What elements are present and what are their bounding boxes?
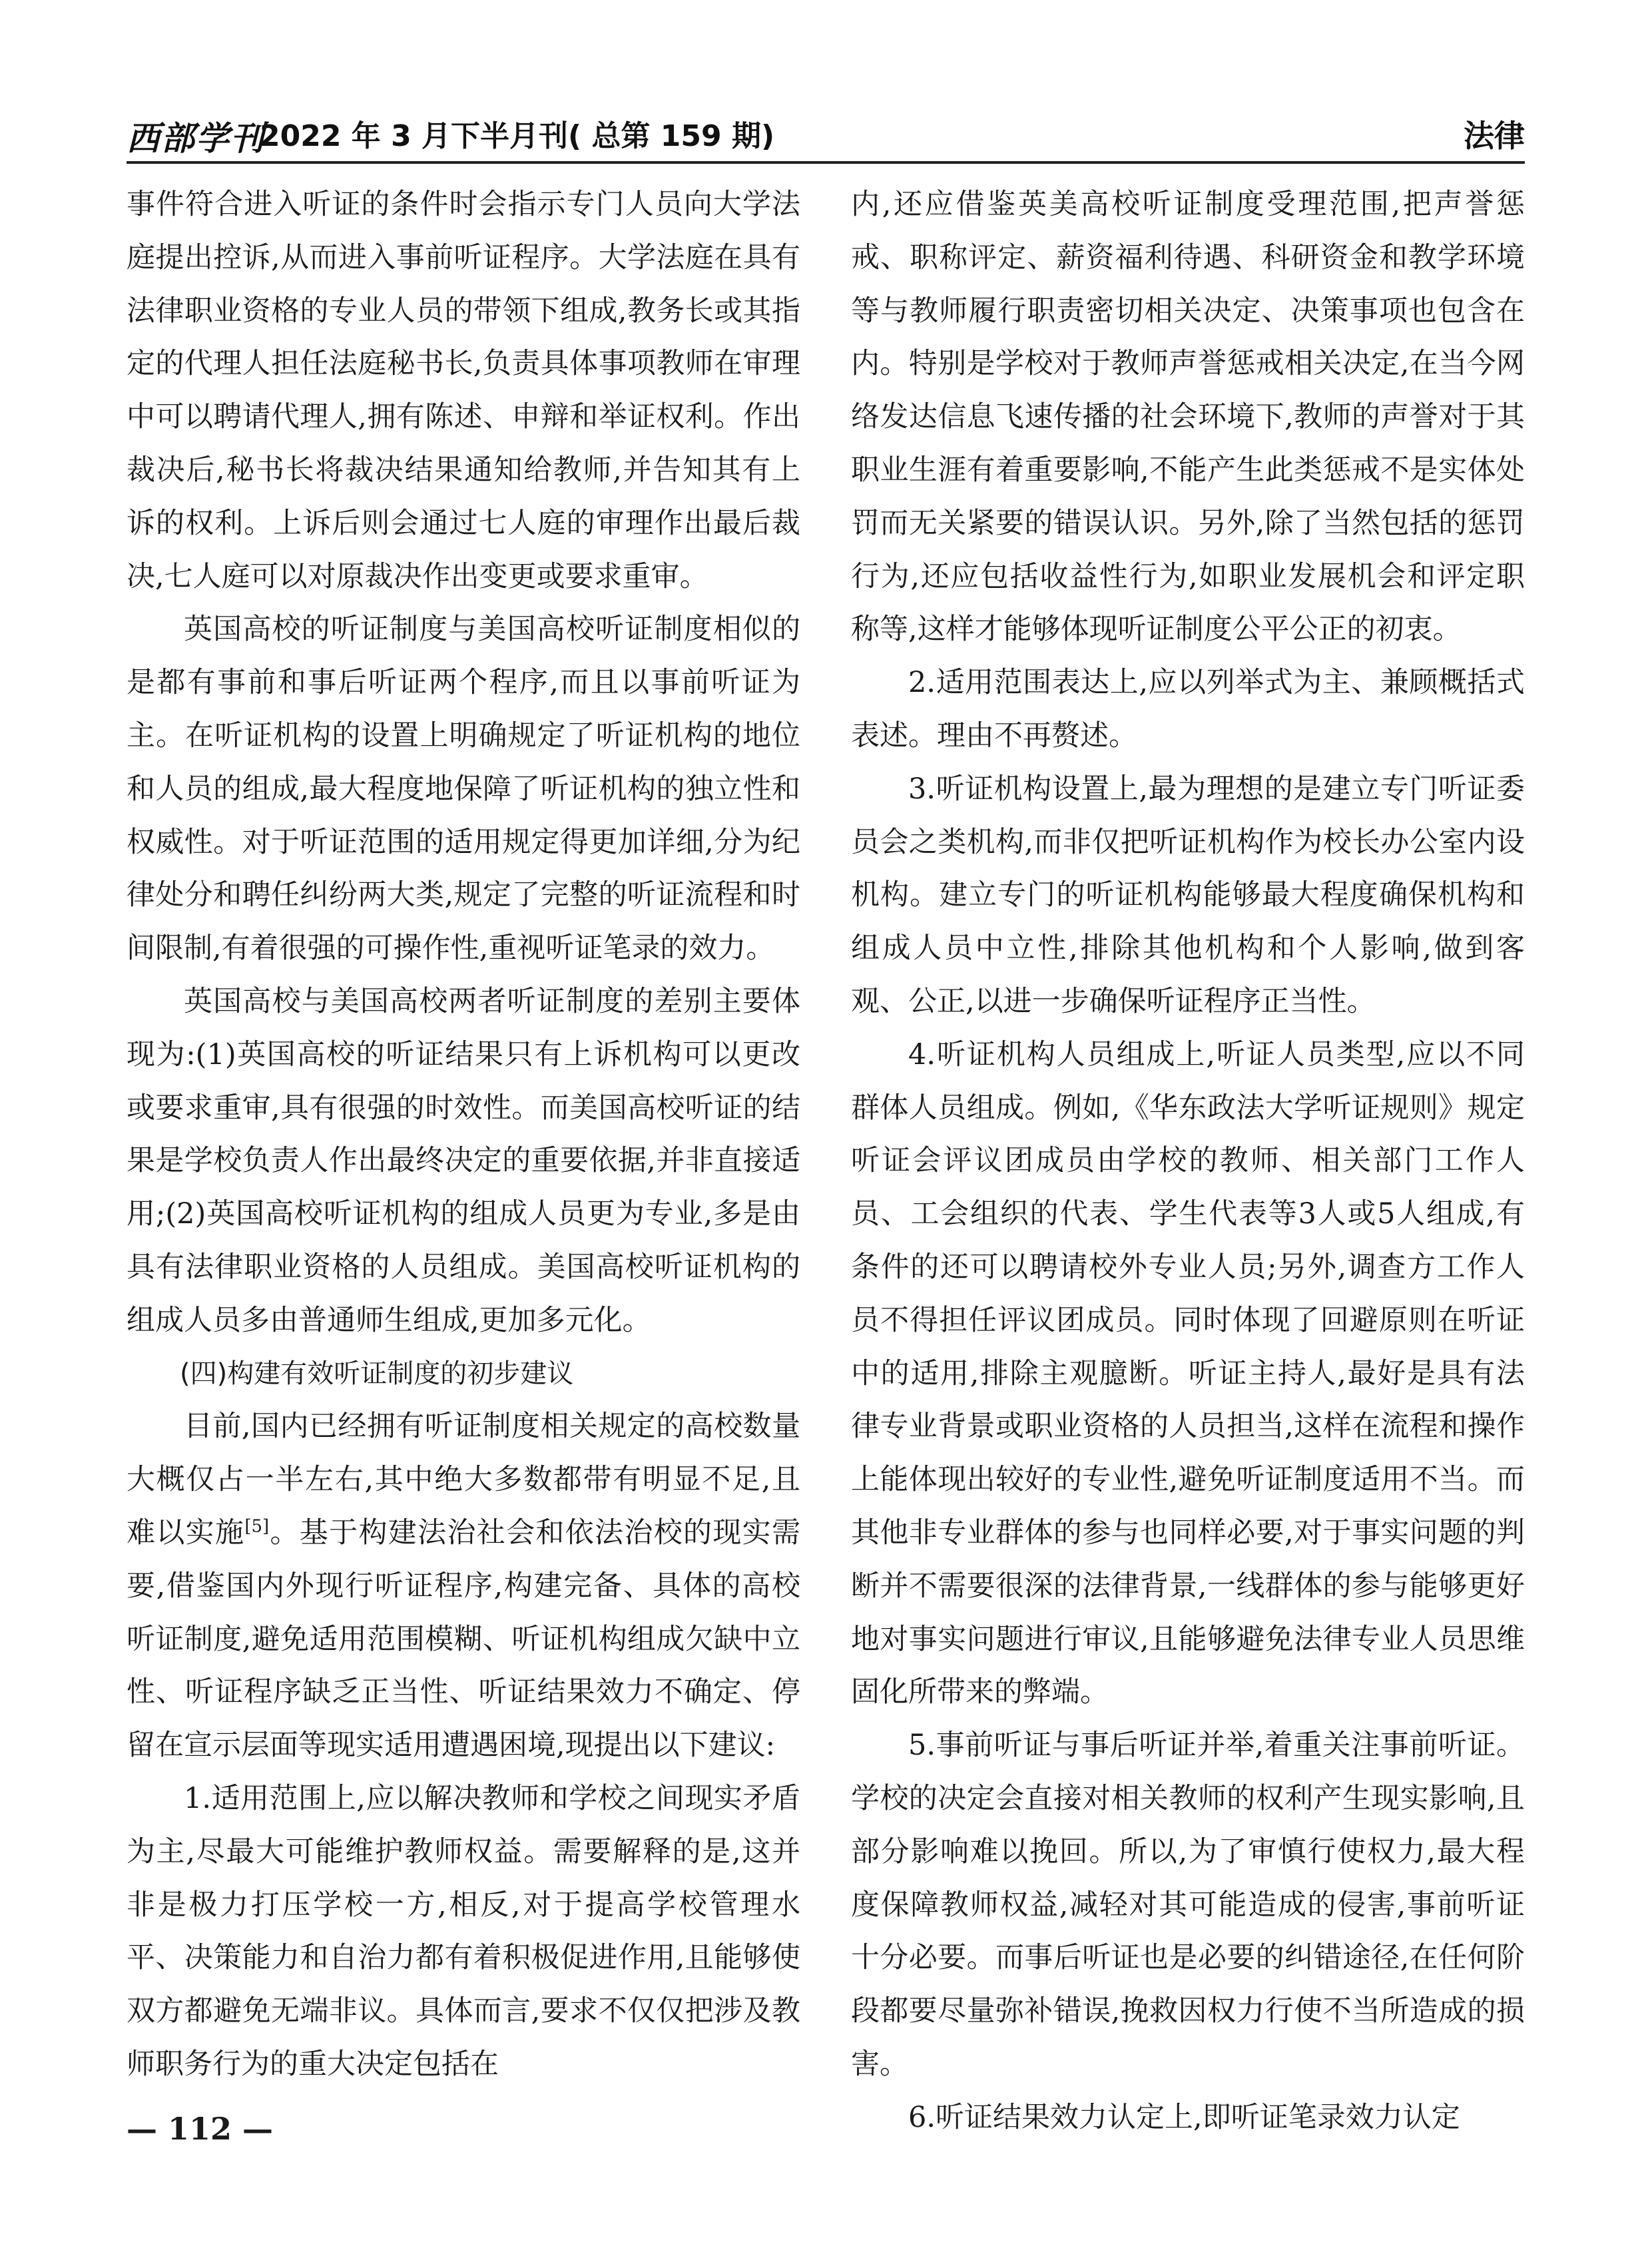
- journal-logo: 西部学刊: [127, 119, 265, 158]
- paragraph: 内,还应借鉴英美高校听证制度受理范围,把声誉惩戒、职称评定、薪资福利待遇、科研资金和教学环境等与教师履行职责密切相关决定、决策事项也包含在内。特别是学校对于教师声誉惩戒相关决定,在当今网络发达信息飞速传播的社会环境下,教师的声誉对于其职业生涯有着重要影响,不能产生此类惩戒不是实体处罚而无关紧要的错误认识。另外,除了当然包括的惩罚行为,还应包括收益性行为,如职业发展机会和评定职称等,这样才能够体现听证制度公平公正的初衷。: [851, 188, 1525, 647]
- paragraph: 3.听证机构设置上,最为理想的是建立专门听证委员会之类机构,而非仅把听证机构作为校长办公室内设机构。建立专门的听证机构能够最大程度确保机构和组成人员中立性,排除其他机构和个人影响,做到客观、公正,以进一步确保听证程序正当性。: [851, 772, 1525, 1018]
- paragraph: 5.事前听证与事后听证并举,着重关注事前听证。学校的决定会直接对相关教师的权利产生现实影响,且部分影响难以挽回。所以,为了审慎行使权力,最大程度保障教师权益,减轻对其可能造成的侵害,事前听证十分必要。而事后听证也是必要的纠错途径,在任何阶段都要尽量弥补错误,挽救因权力行使不当所造成的损害。: [851, 1729, 1525, 2081]
- section-name: 法律: [1464, 118, 1525, 154]
- paragraph: [127, 1400, 800, 1773]
- paragraph: 英国高校的听证制度与美国高校听证制度相似的是都有事前和事后听证两个程序,而且以事前听证为主。在听证机构的设置上明确规定了听证机构的地位和人员的组成,最大程度地保障了听证机构的独立性和权威性。对于听证范围的适用规定得更加详细,分为纪律处分和聘任纠纷两大类,规定了完整的听证流程和时间限制,有着很强的可操作性,重视听证笔录的效力。: [127, 613, 800, 966]
- section-subheading: (四)构建有效听证制度的初步建议: [180, 1358, 574, 1389]
- page-number: — 112 —: [127, 2111, 274, 2147]
- paragraph-text: 目前,国内已经拥有听证制度相关规定的高校数量大概仅占一半左右,其中绝大多数都带有明显不足,且难以实施: [127, 1410, 800, 1549]
- paragraph: 2.适用范围表达上,应以列举式为主、兼顾概括式表述。理由不再赘述。: [851, 666, 1525, 752]
- paragraph: 英国高校与美国高校两者听证制度的差别主要体现为:(1)英国高校的听证结果只有上诉机构可以更改或要求重审,具有很强的时效性。而美国高校听证的结果是学校负责人作出最终决定的重要依据,并非直接适用;(2)英国高校听证机构的组成人员更为专业,多是由具有法律职业资格的人员组成。美国高校听证机构的组成人员多由普通师生组成,更加多元化。: [127, 984, 800, 1337]
- paragraph-text: 。基于构建法治社会和依法治校的现实需要,借鉴国内外现行听证程序,构建完备、具体的高校听证制度,避免适用范围模糊、听证机构组成欠缺中立性、听证程序缺乏正当性、听证结果效力不确定、停留在宣示层面等现实适用遭遇困境,现提出以下建议:: [127, 1516, 801, 1763]
- citation-ref: [5]: [244, 1516, 270, 1537]
- left-column: [127, 178, 800, 2092]
- header-rule: [127, 161, 1525, 164]
- issue-info: 2022 年 3 月下半月刊( 总第 159 期): [260, 119, 775, 153]
- page-header: [127, 100, 1525, 166]
- paragraph: 4.听证机构人员组成上,听证人员类型,应以不同群体人员组成。例如,《华东政法大学听证规则》规定听证会评议团成员由学校的教师、相关部门工作人员、工会组织的代表、学生代表等3人或5人组成,有条件的还可以聘请校外专业人员;另外,调查方工作人员不得担任评议团成员。同时体现了回避原则在听证中的适用,排除主观臆断。听证主持人,最好是具有法律专业背景或职业资格的人员担当,这样在流程和操作上能体现出较好的专业性,避免听证制度适用不当。而其他非专业群体的参与也同样必要,对于事实问题的判断并不需要很深的法律背景,一线群体的参与能够更好地对事实问题进行审议,且能够避免法律专业人员思维固化所带来的弊端。: [851, 1037, 1525, 1709]
- right-column: [851, 178, 1525, 2144]
- paragraph: 事件符合进入听证的条件时会指示专门人员向大学法庭提出控诉,从而进入事前听证程序。大学法庭在具有法律职业资格的专业人员的带领下组成,教务长或其指定的代理人担任法庭秘书长,负责具体事项教师在审理中可以聘请代理人,拥有陈述、申辩和举证权利。作出裁决后,秘书长将裁决结果通知给教师,并告知其有上诉的权利。上诉后则会通过七人庭的审理作出最后裁决,七人庭可以对原裁决作出变更或要求重审。: [127, 188, 800, 593]
- paragraph: 1.适用范围上,应以解决教师和学校之间现实矛盾为主,尽最大可能维护教师权益。需要解释的是,这并非是极力打压学校一方,相反,对于提高学校管理水平、决策能力和自治力都有着积极促进作用,且能够使双方都避免无端非议。具体而言,要求不仅仅把涉及教师职务行为的重大决定包括在: [127, 1781, 800, 2081]
- paragraph: 6.听证结果效力认定上,即听证笔录效力认定: [908, 2100, 1460, 2134]
